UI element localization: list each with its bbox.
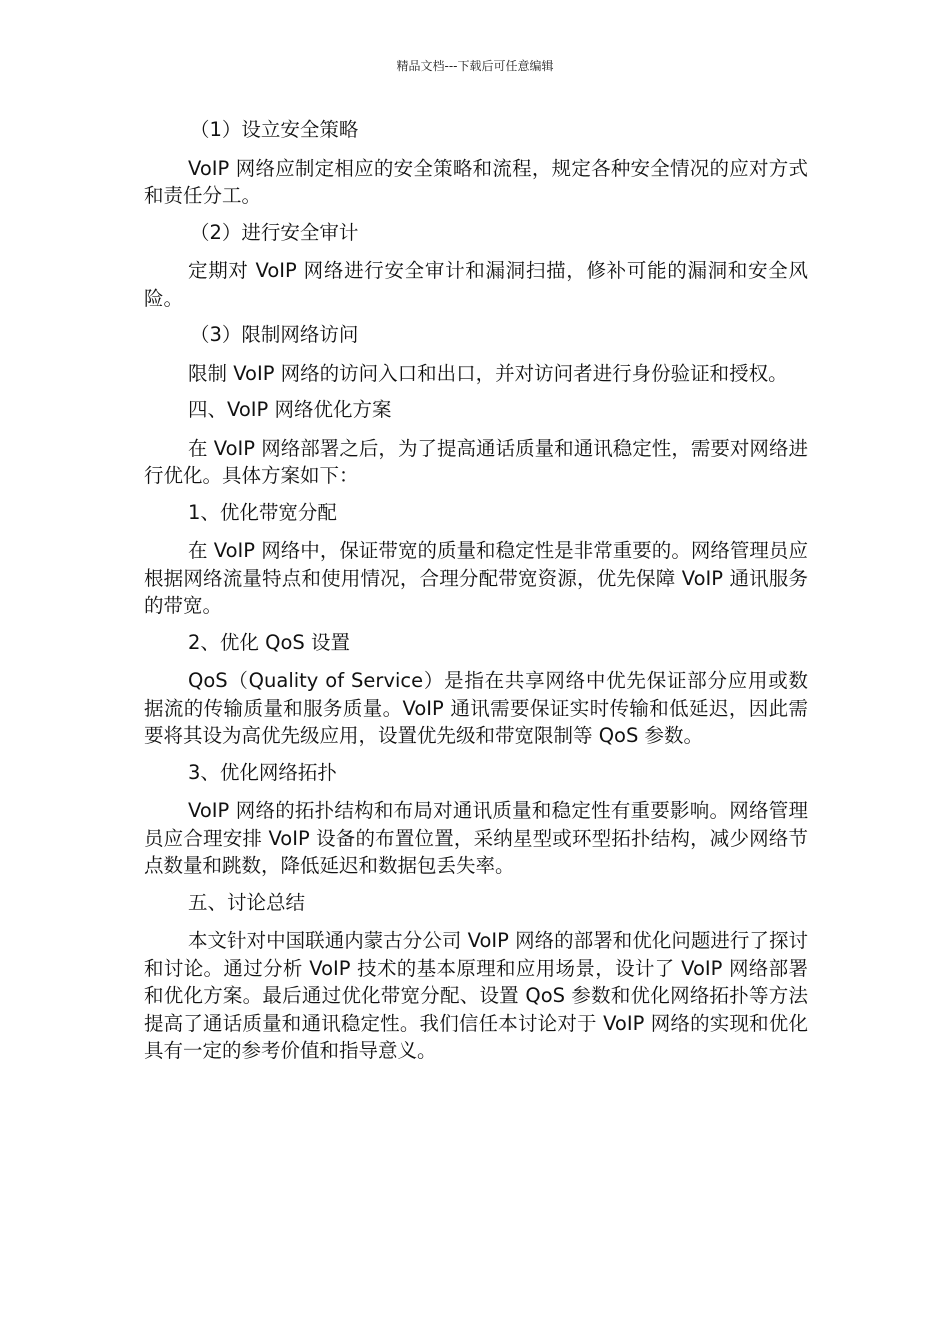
page-header: 精品文档---下载后可任意编辑 (396, 59, 554, 73)
paragraph-restrict-access: 限制 VoIP 网络的访问入口和出口，并对访问者进行身份验证和授权。 (188, 361, 788, 385)
paragraph-security-audit: 定期对 VoIP 网络进行安全审计和漏洞扫描，修补可能的漏洞和安全风险。 (144, 259, 808, 310)
paragraph-qos: QoS（Quality of Service）是指在共享网络中优先保证部分应用或数据流的传输质量和服务质量。VoIP 通讯需要保证实时传输和低延迟，因此需要将其设为高优先级应用，设置优先级和带宽限制等 QoS 参数。 (144, 669, 808, 747)
paragraph-optimization-intro: 在 VoIP 网络部署之后，为了提高通话质量和通讯稳定性，需要对网络进行优化。具体方案如下： (144, 436, 808, 487)
section-heading-security-audit: （2）进行安全审计 (190, 220, 359, 244)
section-heading-optimization-plan: 四、VoIP 网络优化方案 (188, 398, 392, 421)
paragraph-bandwidth: 在 VoIP 网络中，保证带宽的质量和稳定性是非常重要的。网络管理员应根据网络流量特点和使用情况，合理分配带宽资源，优先保障 VoIP 通讯服务的带宽。 (144, 539, 808, 617)
section-heading-topology: 3、优化网络拓扑 (188, 760, 337, 784)
paragraph-summary: 本文针对中国联通内蒙古分公司 VoIP 网络的部署和优化问题进行了探讨和讨论。通过分析 VoIP 技术的基本原理和应用场景，设计了 VoIP 网络部署和优化方案。最后通过优化带宽分配、设置 QoS 参数和优化网络拓扑等方法提高了通话质量和通讯稳定性。我们信任本讨论对于 VoIP 网络的实现和优化具有一定的参考价值和指导意义。 (144, 929, 808, 1062)
paragraph-security-policy: VoIP 网络应制定相应的安全策略和流程，规定各种安全情况的应对方式和责任分工。 (144, 156, 808, 207)
paragraph-topology: VoIP 网络的拓扑结构和布局对通讯质量和稳定性有重要影响。网络管理员应合理安排 VoIP 设备的布置位置，采纳星型或环型拓扑结构，减少网络节点数量和跳数，降低延迟和数据包丢失率。 (144, 799, 808, 877)
section-heading-qos: 2、优化 QoS 设置 (188, 630, 350, 654)
section-heading-security-policy: （1）设立安全策略 (190, 118, 359, 141)
document-body (144, 116, 808, 1074)
section-heading-summary: 五、讨论总结 (188, 890, 306, 914)
section-heading-restrict-access: （3）限制网络访问 (190, 323, 359, 346)
section-heading-bandwidth: 1、优化带宽分配 (188, 500, 337, 524)
